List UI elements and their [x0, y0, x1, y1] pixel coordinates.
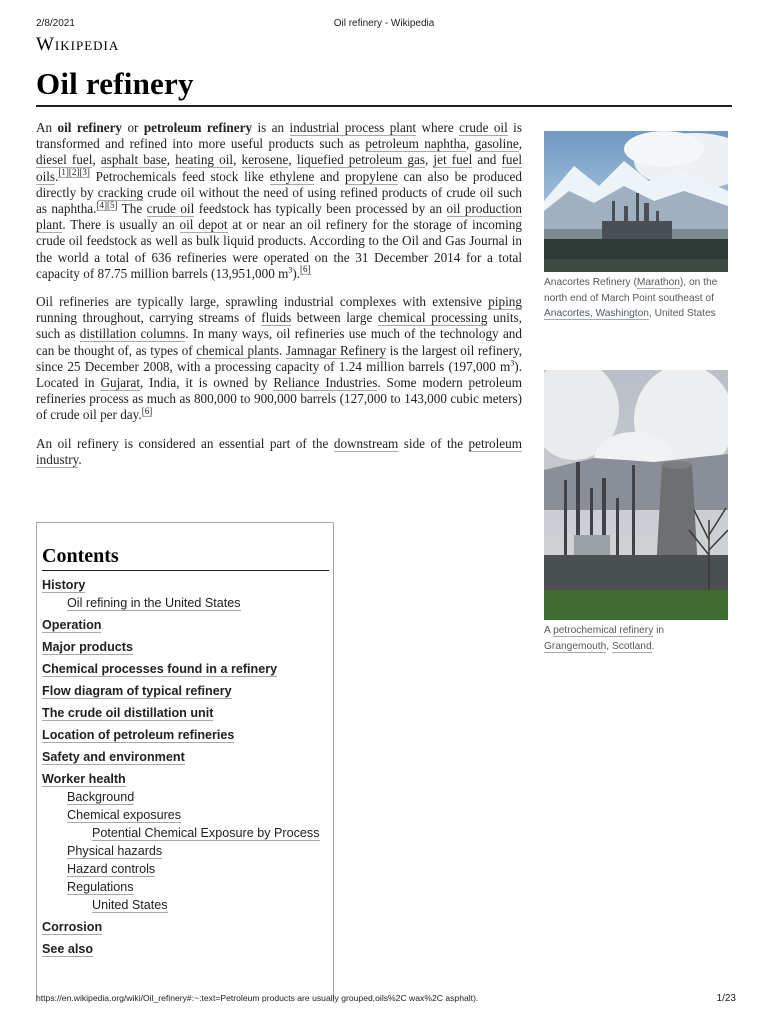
toc-title: Contents: [42, 545, 329, 571]
toc-item[interactable]: [42, 577, 329, 594]
print-page-title: Oil refinery - Wikipedia: [333, 18, 435, 29]
link-gujarat[interactable]: Gujarat: [100, 375, 140, 391]
intro-paragraph-1: An oil refinery or petroleum refinery is an industrial process plant where crude oil is transformed and refined into more useful products such as petroleum naphtha, gasoline, diesel fuel, asphalt base, heating oil, kerosene, liquefied petroleum gas, jet fuel and fuel oils.[1][2][3] Petrochemicals feed stock like ethylene and propylene can also be produced directly by cracking crude oil without the need of using refined products of crude oil such as naphtha.[4][5] The crude oil feedstock has typically been processed by an oil production plant. There is usually an oil depot at or near an oil refinery for the storage of incoming crude oil feedstock as well as bulk liquid products. According to the Oil and Gas Journal in the world a total of 636 refineries were operated on the 31 December 2014 for a total capacity of 87.75 million barrels (13,951,000 $m^3).[6]$: [36, 120, 523, 281]
toc-item[interactable]: [67, 807, 329, 824]
toc-item-label: Background: [67, 790, 135, 804]
figure-grangemouth-refinery: [544, 370, 728, 654]
print-header: [0, 18, 768, 32]
print-url: https://en.wikipedia.org/wiki/Oil_refinery#:~:text=Petroleum products are usually grouped,oils%2C wax%2C asphalt).: [36, 993, 479, 1003]
toc-item-label: Hazard controls: [67, 862, 156, 876]
link-petroleum-naphtha[interactable]: petroleum naphtha: [365, 136, 467, 152]
print-footer: [0, 993, 768, 1007]
link-industrial-process-plant[interactable]: industrial process plant: [289, 120, 417, 135]
citation-ref[interactable]: [6]: [141, 406, 153, 417]
toc-item[interactable]: [42, 705, 329, 722]
title-divider: [36, 105, 732, 107]
link-liquefied-petroleum-gas[interactable]: liquefied petroleum gas: [296, 152, 425, 168]
link-reliance-industries[interactable]: Reliance Industries: [273, 375, 378, 391]
wikipedia-wordmark[interactable]: Wikipedia: [36, 34, 120, 55]
link-oil-production-plant[interactable]: oil production plant: [36, 201, 523, 233]
citation-ref[interactable]: [6]: [300, 264, 311, 275]
link-asphalt-base[interactable]: asphalt base: [100, 152, 167, 168]
print-date: 2/8/2021: [36, 18, 75, 29]
link-piping[interactable]: piping: [488, 294, 522, 310]
article-body: [36, 120, 522, 480]
link-oil-depot[interactable]: oil depot: [179, 217, 228, 233]
toc-item[interactable]: [42, 941, 329, 958]
link-heating-oil[interactable]: heating oil: [175, 152, 234, 168]
link-diesel-fuel[interactable]: diesel fuel: [36, 152, 93, 168]
toc-item[interactable]: [67, 595, 329, 612]
link-scotland[interactable]: Scotland: [611, 640, 652, 652]
toc-item[interactable]: [42, 727, 329, 744]
toc-item-label: Chemical exposures: [67, 808, 182, 822]
link-crude-oil[interactable]: crude oil: [146, 201, 195, 217]
intro-paragraph-3: An oil refinery is considered an essential part of the downstream side of the petroleum industry.: [36, 435, 522, 467]
bold-term: petroleum refinery: [143, 120, 253, 135]
bold-term: oil refinery: [57, 120, 123, 135]
toc-item-label: United States: [92, 898, 168, 912]
toc-item-label: Flow diagram of typical refinery: [42, 684, 232, 698]
toc-item-label: Chemical processes found in a refinery: [42, 662, 278, 676]
link-distillation-columns[interactable]: distillation columns: [79, 326, 186, 342]
toc-item-label: Location of petroleum refineries: [42, 728, 235, 742]
link-downstream[interactable]: downstream: [333, 435, 399, 451]
figure-caption: Anacortes Refinery (Marathon), on the north end of March Point southeast of Anacortes, Washington, United States: [544, 277, 718, 319]
toc-item-label: See also: [42, 942, 94, 956]
toc-item[interactable]: [42, 639, 329, 656]
citation-ref[interactable]: [3]: [79, 167, 90, 178]
toc-item[interactable]: [92, 897, 329, 914]
toc-item-label: Oil refining in the United States: [67, 596, 241, 610]
link-grangemouth[interactable]: Grangemouth: [544, 640, 607, 652]
link-chemical-processing[interactable]: chemical processing: [377, 310, 488, 326]
toc-item[interactable]: [67, 789, 329, 806]
toc-item-label: Operation: [42, 618, 102, 632]
link-chemical-plants[interactable]: chemical plants: [196, 342, 279, 358]
toc-item[interactable]: [42, 771, 329, 788]
link-jamnagar-refinery[interactable]: Jamnagar Refinery: [285, 342, 387, 358]
grangemouth-refinery-photo[interactable]: [544, 370, 728, 620]
toc-item[interactable]: [67, 879, 329, 896]
link-crude-oil[interactable]: crude oil: [459, 120, 508, 135]
link-ethylene[interactable]: ethylene: [269, 168, 315, 184]
figure-caption: A petrochemical refinery in Grangemouth, Scotland.: [544, 625, 665, 652]
intro-paragraph-2: Oil refineries are typically large, sprawling industrial complexes with extensive piping running throughout, carrying streams of fluids between large chemical processing units, such as distillation columns. In many ways, oil refineries use much of the technology and can be thought of, as types of chemical plants. Jamnagar Refinery is the largest oil refinery, since 25 December 2008, with a processing capacity of 1.24 million barrels (197,000 $m^3$). Located in Gujarat, India, it is owned by Reliance Industries. Some modern petroleum refineries process as much as 800,000 to 900,000 barrels (127,000 to 143,000 cubic meters) of crude oil per day.[6]: [36, 294, 522, 423]
toc-item[interactable]: [42, 683, 329, 700]
toc-item[interactable]: [92, 825, 329, 842]
toc-item-label: Major products: [42, 640, 133, 654]
toc-item-label: Safety and environment: [42, 750, 185, 764]
link-gasoline[interactable]: gasoline: [474, 136, 519, 152]
toc-item[interactable]: [42, 617, 329, 634]
toc-item[interactable]: [42, 919, 329, 936]
link-petrochemical-refinery[interactable]: petrochemical refinery: [553, 625, 654, 636]
citation-ref[interactable]: [1]: [58, 167, 69, 178]
link-cracking[interactable]: cracking: [97, 184, 144, 200]
toc-list: [42, 577, 329, 958]
toc-item-label: Potential Chemical Exposure by Process: [92, 826, 320, 840]
toc-item[interactable]: [42, 661, 329, 678]
link-fuel-oils[interactable]: fuel oils: [36, 152, 523, 184]
toc-item-label: Corrosion: [42, 920, 103, 934]
link-kerosene[interactable]: kerosene: [241, 152, 289, 168]
citation-ref[interactable]: [2]: [68, 167, 80, 178]
toc-item[interactable]: [42, 749, 329, 766]
toc-item-label: Physical hazards: [67, 844, 163, 858]
toc-item-label: History: [42, 578, 86, 592]
print-page-number: 1/23: [716, 993, 736, 1004]
citation-ref[interactable]: [4]: [96, 199, 107, 210]
page-title: Oil refinery: [36, 66, 194, 101]
link-jet-fuel[interactable]: jet fuel: [433, 152, 473, 168]
link-marathon[interactable]: Marathon: [636, 277, 680, 288]
toc-item[interactable]: [67, 843, 329, 860]
toc-item-label: Regulations: [67, 880, 134, 894]
toc-item-label: Worker health: [42, 772, 126, 786]
table-of-contents: [36, 522, 334, 1002]
figure-anacortes-refinery: [544, 131, 728, 322]
anacortes-refinery-photo[interactable]: [544, 131, 728, 272]
link-fluids[interactable]: fluids: [261, 310, 292, 326]
citation-ref[interactable]: [5]: [106, 199, 118, 210]
link-petroleum-industry[interactable]: petroleum industry: [36, 435, 522, 467]
toc-item-label: The crude oil distillation unit: [42, 706, 214, 720]
toc-item[interactable]: [67, 861, 329, 878]
link-anacortes-washington[interactable]: Anacortes, Washington: [544, 308, 649, 319]
link-propylene[interactable]: propylene: [345, 168, 398, 184]
